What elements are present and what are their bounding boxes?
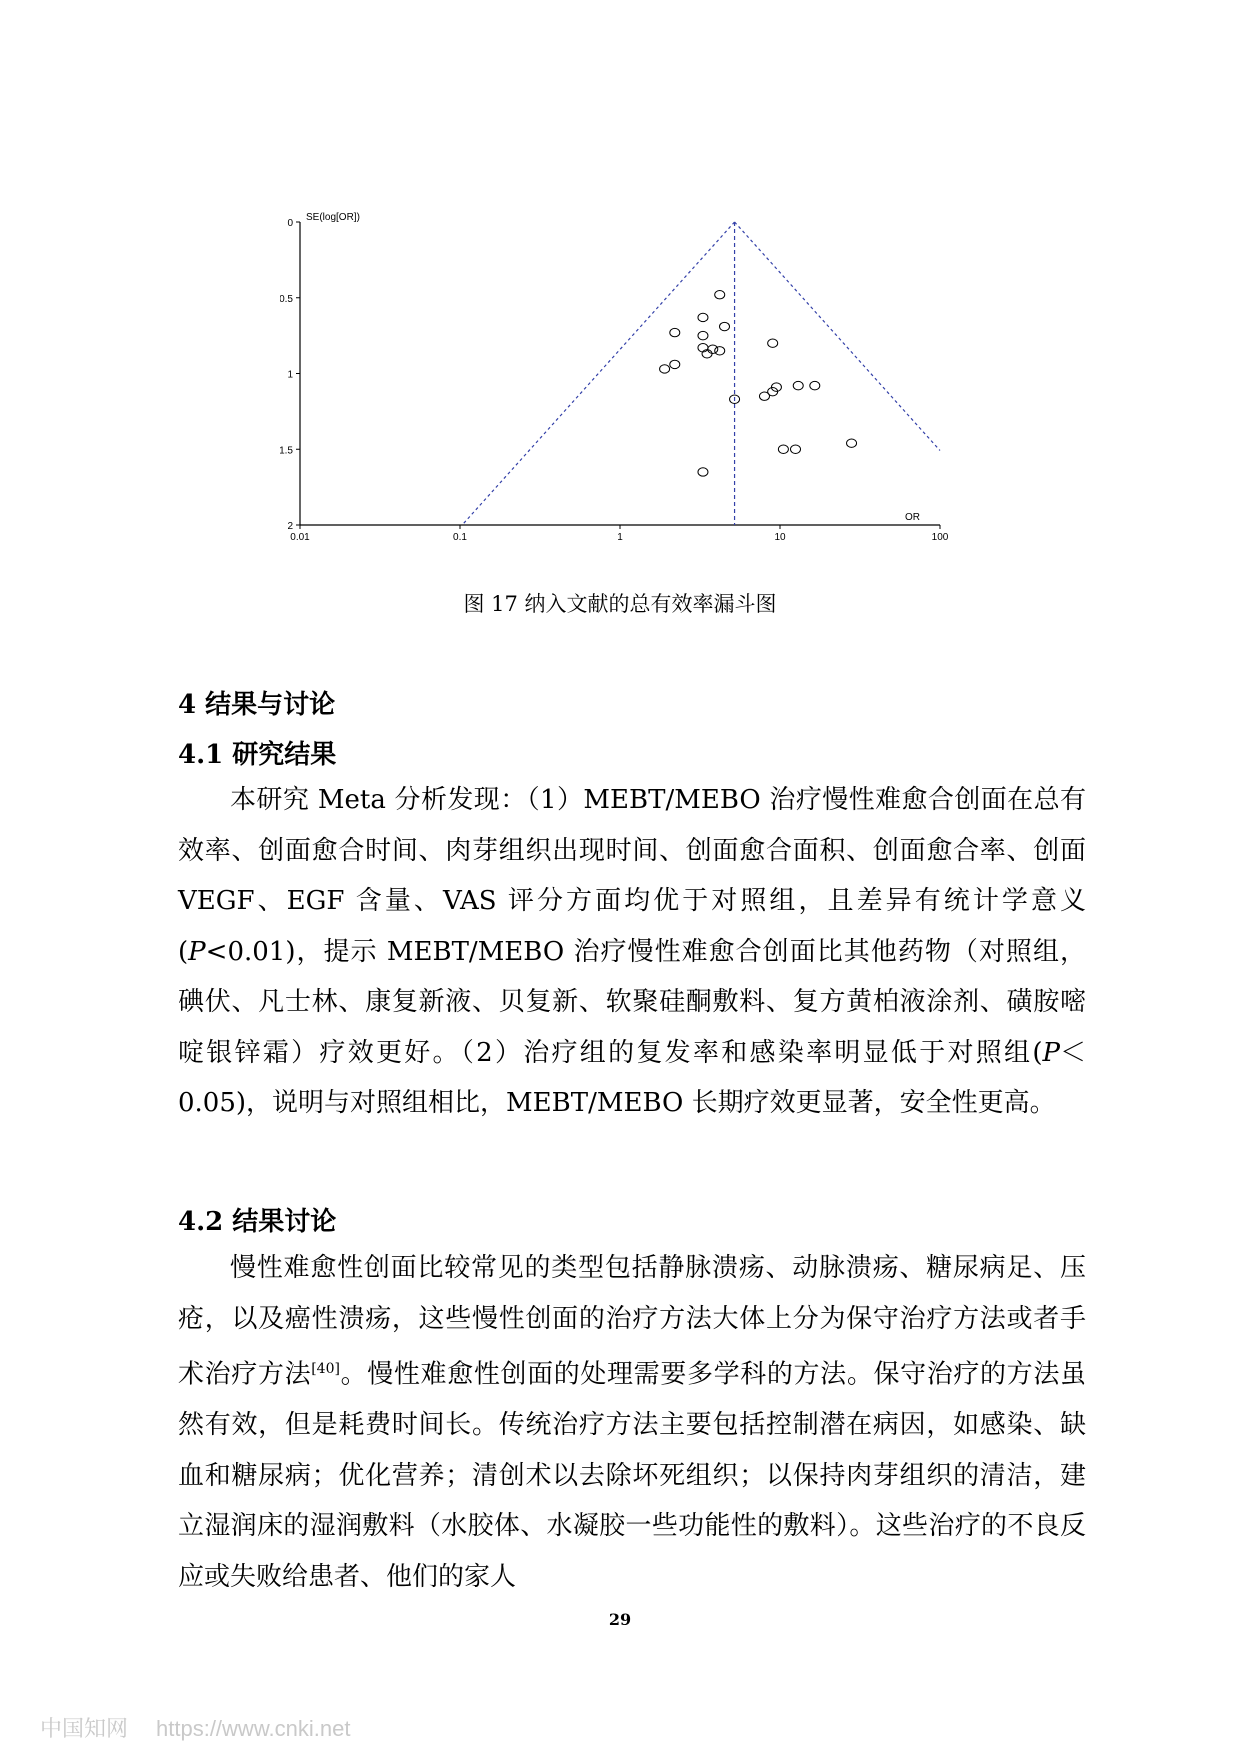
study-point: [670, 360, 680, 368]
x-tick-label: 10: [774, 532, 786, 543]
x-tick-label: 0.01: [290, 532, 310, 543]
study-point: [698, 468, 708, 476]
y-axis-label: SE(log[OR]): [306, 212, 360, 223]
citation-ref[interactable]: [40]: [311, 1361, 340, 1377]
study-point: [698, 331, 708, 339]
study-point: [778, 445, 788, 453]
x-axis-label: OR: [905, 512, 920, 523]
paragraph-discussion: [178, 1243, 1086, 1602]
cnki-url: https://www.cnki.net: [156, 1716, 351, 1741]
study-point: [715, 291, 725, 299]
p-value-symbol: P: [188, 936, 206, 967]
study-point: [715, 347, 725, 355]
study-point: [670, 328, 680, 336]
study-point: [759, 392, 769, 400]
page-number: 29: [608, 1610, 632, 1629]
cnki-logo-text: 中国知网: [40, 1716, 129, 1741]
y-tick-label: 1: [287, 369, 293, 381]
study-point: [847, 439, 857, 447]
section-heading-4: 4 结果与讨论: [178, 690, 336, 720]
p-value-symbol: P: [1042, 1037, 1060, 1068]
section-heading-4-2: 4.2 结果讨论: [178, 1207, 337, 1237]
figure-caption: 图 17 纳入文献的总有效率漏斗图: [463, 592, 777, 616]
discussion-text-part-2: 。慢性难愈性创面的处理需要多学科的方法。保守治疗的方法虽然有效，但是耗费时间长。传统治疗方法主要包括控制潜在病因，如感染、缺血和糖尿病；优化营养；清创术以去除坏死组织；以保持肉芽组织的清洁，建立湿润床的湿润敷料（水胶体、水凝胶一些功能性的敷料）。这些治疗的不良反应或失败给患者、他们的家人: [178, 1359, 1086, 1592]
funnel-left-boundary: [462, 222, 734, 525]
paragraph-discussion-text: [178, 1243, 1086, 1602]
paragraph-results: [178, 775, 1086, 1129]
study-point: [660, 365, 670, 373]
study-point: [810, 381, 820, 389]
paragraph-results-text: [178, 775, 1086, 1129]
funnel-plot: [280, 200, 960, 564]
study-point: [791, 445, 801, 453]
y-tick-label: 0: [287, 218, 293, 229]
x-tick-label: 100: [931, 532, 949, 543]
results-text-part-2: <0.01)，提示 MEBT/MEBO 治疗慢性难愈合创面比其他药物（对照组，碘伏、凡士林、康复新液、贝复新、软聚硅酮敷料、复方黄柏液涂剂、磺胺嘧啶银锌霜）疗效更好。（2）治疗组的复发率和感染率明显低于对照组(: [178, 936, 1086, 1068]
discussion-text-part-1: 慢性难愈性创面比较常见的类型包括静脉溃疡、动脉溃疡、糖尿病足、压疮，以及癌性溃疡，这些慢性创面的治疗方法大体上分为保守治疗方法或者手术治疗方法: [178, 1253, 1086, 1390]
results-text-part-3: ＜0.05)，说明与对照组相比，MEBT/MEBO 长期疗效更显著，安全性更高。: [178, 1037, 1086, 1118]
y-tick-label: 1.5: [280, 445, 293, 457]
funnel-right-boundary: [735, 222, 940, 451]
study-point: [698, 313, 708, 321]
funnel-plot-svg: [280, 200, 960, 560]
study-point: [720, 322, 730, 330]
cnki-watermark: [40, 1712, 350, 1743]
x-tick-label: 0.1: [453, 532, 467, 543]
study-point: [793, 381, 803, 389]
y-tick-label: 2: [287, 521, 293, 532]
x-tick-label: 1: [617, 532, 623, 543]
section-heading-4-1: 4.1 研究结果: [178, 740, 337, 770]
study-point: [768, 339, 778, 347]
y-tick-label: 0.5: [280, 293, 293, 305]
study-point: [708, 345, 718, 353]
results-text-part-1: 本研究 Meta 分析发现：（1）MEBT/MEBO 治疗慢性难愈合创面在总有效率、创面愈合时间、肉芽组织出现时间、创面愈合面积、创面愈合率、创面 VEGF、EGF 含量、VAS 评分方面均优于对照组，且差异有统计学意义(: [178, 785, 1086, 967]
